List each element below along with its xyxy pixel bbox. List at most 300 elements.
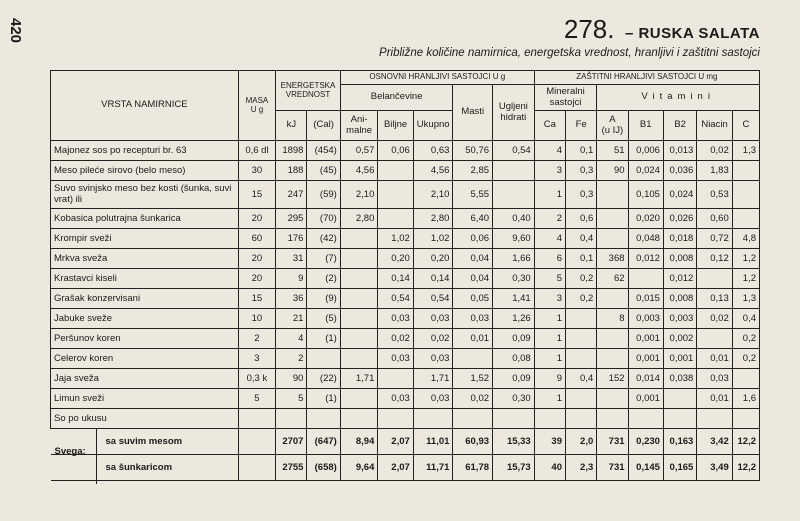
total-cell-masa — [238, 455, 276, 481]
total-cell-ukupno: 11,01 — [413, 429, 453, 455]
total-cell-cal: (647) — [307, 429, 340, 455]
table-row — [51, 229, 760, 249]
cell-vit-b2: 0,002 — [663, 329, 696, 349]
cell-ugljeni: 0,09 — [493, 369, 535, 389]
cell-vit-b1 — [628, 269, 663, 289]
cell-biljne: 0,06 — [378, 141, 413, 161]
cell-niacin — [697, 269, 732, 289]
total-cell-biljne: 2,07 — [378, 455, 413, 481]
cell-animalne — [340, 289, 378, 309]
cell-cal: (454) — [307, 141, 340, 161]
cell-vit-a — [597, 181, 628, 209]
cell-fe — [565, 389, 596, 409]
cell-kj: 1898 — [276, 141, 307, 161]
cell-masa: 20 — [238, 209, 276, 229]
cell-name: Peršunov koren — [51, 329, 239, 349]
cell-animalne: 1,71 — [340, 369, 378, 389]
cell-masti: 1,52 — [453, 369, 493, 389]
cell-vit-b2: 0,013 — [663, 141, 696, 161]
table-row — [51, 141, 760, 161]
cell-masti: 0,02 — [453, 389, 493, 409]
cell-niacin — [697, 329, 732, 349]
cell-vit-c: 4,8 — [732, 229, 759, 249]
cell-ugljeni: 0,40 — [493, 209, 535, 229]
cell-vit-c: 1,3 — [732, 289, 759, 309]
cell-ca: 9 — [534, 369, 565, 389]
cell-vit-b1: 0,003 — [628, 309, 663, 329]
cell-fe: 0,4 — [565, 229, 596, 249]
cell-ca: 3 — [534, 161, 565, 181]
cell-ukupno: 0,14 — [413, 269, 453, 289]
cell-vit-b2 — [663, 389, 696, 409]
cell-kj: 9 — [276, 269, 307, 289]
cell-cal: (2) — [307, 269, 340, 289]
cell-ca: 3 — [534, 289, 565, 309]
cell-fe — [565, 349, 596, 369]
total-cell-fe: 2,0 — [565, 429, 596, 455]
cell-animalne: 0,57 — [340, 141, 378, 161]
header-fe: Fe — [565, 111, 596, 141]
total-cell-vit-a: 731 — [597, 429, 628, 455]
total-cell-ukupno: 11,71 — [413, 455, 453, 481]
cell-ugljeni: 0,30 — [493, 389, 535, 409]
cell-masti: 0,01 — [453, 329, 493, 349]
cell-masti — [453, 409, 493, 429]
cell-vit-b2: 0,008 — [663, 289, 696, 309]
total-row — [51, 429, 760, 455]
total-cell-vit-b1: 0,145 — [628, 455, 663, 481]
table-row — [51, 309, 760, 329]
header-vitamini: Vitamini — [597, 85, 760, 111]
cell-ca — [534, 409, 565, 429]
header-animalne: Ani- malne — [340, 111, 378, 141]
cell-vit-b1 — [628, 409, 663, 429]
cell-ca: 1 — [534, 181, 565, 209]
cell-ukupno: 4,56 — [413, 161, 453, 181]
cell-vit-b2: 0,001 — [663, 349, 696, 369]
cell-ca: 1 — [534, 349, 565, 369]
cell-vit-c — [732, 161, 759, 181]
cell-cal — [307, 409, 340, 429]
cell-vit-b1: 0,001 — [628, 389, 663, 409]
total-cell-vit-b1: 0,230 — [628, 429, 663, 455]
cell-fe: 0,2 — [565, 269, 596, 289]
cell-vit-c: 0,2 — [732, 349, 759, 369]
total-cell-fe: 2,3 — [565, 455, 596, 481]
cell-name: Krompir sveži — [51, 229, 239, 249]
total-cell-masa — [238, 429, 276, 455]
total-cell-ugljeni: 15,73 — [493, 455, 535, 481]
cell-ugljeni: 1,66 — [493, 249, 535, 269]
total-cell-vit-b2: 0,165 — [663, 455, 696, 481]
cell-vit-a: 368 — [597, 249, 628, 269]
cell-niacin: 0,13 — [697, 289, 732, 309]
cell-animalne — [340, 249, 378, 269]
total-cell-name: sa suvim mesom Svega: — [51, 429, 239, 455]
cell-vit-a — [597, 389, 628, 409]
cell-masa: 15 — [238, 289, 276, 309]
cell-vit-b1: 0,048 — [628, 229, 663, 249]
cell-masa: 10 — [238, 309, 276, 329]
total-cell-vit-c: 12,2 — [732, 455, 759, 481]
cell-name: Jaja sveža — [51, 369, 239, 389]
page-number: 420 — [7, 18, 24, 44]
total-cell-animalne: 9,64 — [340, 455, 378, 481]
total-cell-niacin: 3,49 — [697, 455, 732, 481]
cell-ukupno — [413, 409, 453, 429]
cell-vit-b1: 0,020 — [628, 209, 663, 229]
cell-niacin — [697, 409, 732, 429]
cell-name: Celerov koren — [51, 349, 239, 369]
cell-name: Majonez sos po recepturi br. 63 — [51, 141, 239, 161]
table-row — [51, 181, 760, 209]
cell-kj — [276, 409, 307, 429]
table-body — [51, 141, 760, 481]
cell-vit-b2: 0,038 — [663, 369, 696, 389]
cell-masti: 2,85 — [453, 161, 493, 181]
cell-ca: 4 — [534, 141, 565, 161]
header-belancevine: Belančevine — [340, 85, 453, 111]
cell-ugljeni: 9,60 — [493, 229, 535, 249]
cell-ukupno: 0,03 — [413, 309, 453, 329]
cell-animalne — [340, 409, 378, 429]
cell-niacin: 0,60 — [697, 209, 732, 229]
cell-cal: (42) — [307, 229, 340, 249]
table-row — [51, 409, 760, 429]
cell-vit-a: 152 — [597, 369, 628, 389]
cell-ugljeni: 1,41 — [493, 289, 535, 309]
cell-vit-b1: 0,006 — [628, 141, 663, 161]
svega-divider — [96, 455, 97, 480]
total-row — [51, 455, 760, 481]
cell-masti: 0,05 — [453, 289, 493, 309]
cell-vit-b2: 0,003 — [663, 309, 696, 329]
cell-kj: 4 — [276, 329, 307, 349]
cell-vit-c — [732, 181, 759, 209]
cell-vit-c: 1,2 — [732, 249, 759, 269]
cell-biljne: 1,02 — [378, 229, 413, 249]
cell-fe: 0,6 — [565, 209, 596, 229]
header-mineralni: Mineralni sastojci — [534, 85, 597, 111]
cell-name: Mrkva sveža — [51, 249, 239, 269]
cell-ca: 1 — [534, 309, 565, 329]
header-cal: (Cal) — [307, 111, 340, 141]
cell-niacin: 0,72 — [697, 229, 732, 249]
header-ca: Ca — [534, 111, 565, 141]
header-ukupno: Ukupno — [413, 111, 453, 141]
cell-ukupno: 2,80 — [413, 209, 453, 229]
cell-kj: 21 — [276, 309, 307, 329]
cell-vit-b2: 0,008 — [663, 249, 696, 269]
total-cell-vit-a: 731 — [597, 455, 628, 481]
cell-masti: 5,55 — [453, 181, 493, 209]
cell-ugljeni: 0,30 — [493, 269, 535, 289]
cell-masa: 3 — [238, 349, 276, 369]
cell-animalne: 2,80 — [340, 209, 378, 229]
cell-masa: 60 — [238, 229, 276, 249]
header-masti: Masti — [453, 85, 493, 141]
header-a: A (u IJ) — [597, 111, 628, 141]
cell-vit-a: 8 — [597, 309, 628, 329]
table-row — [51, 249, 760, 269]
cell-niacin: 0,01 — [697, 389, 732, 409]
cell-vit-c — [732, 369, 759, 389]
cell-kj: 176 — [276, 229, 307, 249]
cell-kj: 247 — [276, 181, 307, 209]
total-cell-name: sa šunkaricom — [51, 455, 239, 481]
table-subtitle: Približne količine namirnica, energetska vrednost, hranljivi i zaštitni sastojci — [379, 47, 760, 59]
cell-masa: 0,3 k — [238, 369, 276, 389]
cell-niacin: 0,02 — [697, 309, 732, 329]
cell-masti: 6,40 — [453, 209, 493, 229]
recipe-name: – RUSKA SALATA — [624, 25, 760, 42]
cell-animalne — [340, 329, 378, 349]
cell-vit-c — [732, 209, 759, 229]
cell-cal: (9) — [307, 289, 340, 309]
cell-fe — [565, 329, 596, 349]
cell-vit-b2: 0,026 — [663, 209, 696, 229]
cell-kj: 90 — [276, 369, 307, 389]
cell-vit-c — [732, 409, 759, 429]
cell-cal: (1) — [307, 389, 340, 409]
total-cell-vit-c: 12,2 — [732, 429, 759, 455]
cell-masti: 0,06 — [453, 229, 493, 249]
cell-niacin: 0,53 — [697, 181, 732, 209]
cell-masti: 50,76 — [453, 141, 493, 161]
cell-fe: 0,3 — [565, 161, 596, 181]
cell-kj: 36 — [276, 289, 307, 309]
cell-vit-a — [597, 209, 628, 229]
cell-biljne — [378, 209, 413, 229]
total-cell-animalne: 8,94 — [340, 429, 378, 455]
header-ugljeni: Ugljeni hidrati — [493, 85, 535, 141]
cell-fe: 0,1 — [565, 249, 596, 269]
cell-vit-a — [597, 289, 628, 309]
cell-ca: 1 — [534, 329, 565, 349]
cell-biljne — [378, 161, 413, 181]
cell-ca: 5 — [534, 269, 565, 289]
cell-ukupno: 0,02 — [413, 329, 453, 349]
cell-vit-c: 1,6 — [732, 389, 759, 409]
total-cell-ca: 40 — [534, 455, 565, 481]
header-b1: B1 — [628, 111, 663, 141]
cell-cal — [307, 349, 340, 369]
cell-ugljeni — [493, 161, 535, 181]
cell-vit-b1: 0,105 — [628, 181, 663, 209]
cell-name: Suvo svinjsko meso bez kosti (šunka, suvi vrat) ili — [51, 181, 239, 209]
cell-cal: (70) — [307, 209, 340, 229]
cell-fe: 0,3 — [565, 181, 596, 209]
cell-ukupno: 2,10 — [413, 181, 453, 209]
cell-fe — [565, 409, 596, 429]
cell-name: Grašak konzervisani — [51, 289, 239, 309]
cell-biljne: 0,02 — [378, 329, 413, 349]
cell-biljne — [378, 369, 413, 389]
cell-name: Meso pileće sirovo (belo meso) — [51, 161, 239, 181]
cell-masa: 2 — [238, 329, 276, 349]
cell-masti — [453, 349, 493, 369]
page-title — [564, 14, 760, 45]
cell-vit-a — [597, 229, 628, 249]
cell-cal: (45) — [307, 161, 340, 181]
cell-vit-b2: 0,024 — [663, 181, 696, 209]
cell-masa: 5 — [238, 389, 276, 409]
cell-ukupno: 1,02 — [413, 229, 453, 249]
cell-ukupno: 0,54 — [413, 289, 453, 309]
cell-ugljeni: 0,08 — [493, 349, 535, 369]
cell-vit-a — [597, 329, 628, 349]
cell-name: Limun sveži — [51, 389, 239, 409]
cell-masti: 0,04 — [453, 269, 493, 289]
cell-fe — [565, 309, 596, 329]
cell-ca: 6 — [534, 249, 565, 269]
cell-vit-b2: 0,018 — [663, 229, 696, 249]
cell-masa — [238, 409, 276, 429]
header-biljne: Biljne — [378, 111, 413, 141]
cell-biljne: 0,03 — [378, 349, 413, 369]
cell-animalne — [340, 389, 378, 409]
cell-vit-b2: 0,012 — [663, 269, 696, 289]
cell-kj: 295 — [276, 209, 307, 229]
cell-ukupno: 0,20 — [413, 249, 453, 269]
header-b2: B2 — [663, 111, 696, 141]
header-kj: kJ — [276, 111, 307, 141]
cell-niacin: 0,12 — [697, 249, 732, 269]
cell-kj: 2 — [276, 349, 307, 369]
cell-animalne — [340, 229, 378, 249]
total-cell-masti: 60,93 — [453, 429, 493, 455]
cell-cal: (59) — [307, 181, 340, 209]
cell-fe: 0,2 — [565, 289, 596, 309]
cell-biljne: 0,14 — [378, 269, 413, 289]
cell-animalne — [340, 309, 378, 329]
cell-ugljeni: 1,26 — [493, 309, 535, 329]
nutrition-table — [50, 70, 760, 481]
table-row — [51, 289, 760, 309]
header-osnovni: OSNOVNI HRANLJIVI SASTOJCI U g — [340, 71, 534, 85]
cell-vit-a: 90 — [597, 161, 628, 181]
header-c: C — [732, 111, 759, 141]
cell-cal: (1) — [307, 329, 340, 349]
cell-ca: 4 — [534, 229, 565, 249]
cell-kj: 188 — [276, 161, 307, 181]
cell-masa: 0,6 dl — [238, 141, 276, 161]
total-cell-ca: 39 — [534, 429, 565, 455]
cell-masti: 0,04 — [453, 249, 493, 269]
cell-vit-b1: 0,012 — [628, 249, 663, 269]
cell-biljne: 0,03 — [378, 389, 413, 409]
cell-vit-b1: 0,024 — [628, 161, 663, 181]
cell-vit-b2 — [663, 409, 696, 429]
cell-vit-b1: 0,001 — [628, 329, 663, 349]
header-zastitni: ZAŠTITNI HRANLJIVI SASTOJCI U mg — [534, 71, 759, 85]
cell-name: Krastavci kiseli — [51, 269, 239, 289]
cell-cal: (22) — [307, 369, 340, 389]
total-cell-vit-b2: 0,163 — [663, 429, 696, 455]
cell-niacin: 0,01 — [697, 349, 732, 369]
cell-masa: 20 — [238, 269, 276, 289]
cell-vit-c: 1,2 — [732, 269, 759, 289]
header-masa: MASA U g — [238, 71, 276, 141]
cell-biljne — [378, 181, 413, 209]
cell-vit-a — [597, 349, 628, 369]
cell-name: Jabuke sveže — [51, 309, 239, 329]
cell-vit-b1: 0,015 — [628, 289, 663, 309]
cell-vit-b1: 0,001 — [628, 349, 663, 369]
total-cell-niacin: 3,42 — [697, 429, 732, 455]
cell-animalne — [340, 269, 378, 289]
table-row — [51, 269, 760, 289]
cell-name: So po ukusu — [51, 409, 239, 429]
table-row — [51, 209, 760, 229]
table-row — [51, 161, 760, 181]
cell-niacin: 0,03 — [697, 369, 732, 389]
cell-animalne: 4,56 — [340, 161, 378, 181]
cell-animalne: 2,10 — [340, 181, 378, 209]
cell-masa: 30 — [238, 161, 276, 181]
cell-biljne: 0,20 — [378, 249, 413, 269]
table-row — [51, 389, 760, 409]
cell-vit-c: 0,4 — [732, 309, 759, 329]
cell-fe: 0,4 — [565, 369, 596, 389]
cell-ugljeni — [493, 409, 535, 429]
cell-vit-a — [597, 409, 628, 429]
cell-vit-c: 1,3 — [732, 141, 759, 161]
cell-kj: 5 — [276, 389, 307, 409]
cell-ugljeni — [493, 181, 535, 209]
total-cell-kj: 2755 — [276, 455, 307, 481]
cell-masti: 0,03 — [453, 309, 493, 329]
header-niacin: Niacin — [697, 111, 732, 141]
cell-ukupno: 0,63 — [413, 141, 453, 161]
header-energ: ENERGETSKA VREDNOST — [276, 71, 341, 111]
cell-vit-b2: 0,036 — [663, 161, 696, 181]
cell-niacin: 1,83 — [697, 161, 732, 181]
cell-ukupno: 0,03 — [413, 349, 453, 369]
recipe-number: 278. — [563, 14, 615, 44]
cell-ca: 1 — [534, 389, 565, 409]
cell-ugljeni: 0,09 — [493, 329, 535, 349]
cell-vit-a: 51 — [597, 141, 628, 161]
cell-masa: 20 — [238, 249, 276, 269]
cell-vit-c: 0,2 — [732, 329, 759, 349]
cell-niacin: 0,02 — [697, 141, 732, 161]
total-cell-masti: 61,78 — [453, 455, 493, 481]
cell-masa: 15 — [238, 181, 276, 209]
table-row — [51, 369, 760, 389]
cell-cal: (5) — [307, 309, 340, 329]
cell-ukupno: 1,71 — [413, 369, 453, 389]
cell-vit-b1: 0,014 — [628, 369, 663, 389]
cell-fe: 0,1 — [565, 141, 596, 161]
total-cell-ugljeni: 15,33 — [493, 429, 535, 455]
table-row — [51, 349, 760, 369]
svega-label-text: Svega: — [54, 446, 86, 457]
cell-ukupno: 0,03 — [413, 389, 453, 409]
cell-ugljeni: 0,54 — [493, 141, 535, 161]
cell-name: Kobasica polutrajna šunkarica — [51, 209, 239, 229]
total-cell-cal: (658) — [307, 455, 340, 481]
cell-cal: (7) — [307, 249, 340, 269]
cell-animalne — [340, 349, 378, 369]
table-row — [51, 329, 760, 349]
cell-biljne: 0,03 — [378, 309, 413, 329]
cell-vit-a: 62 — [597, 269, 628, 289]
total-cell-biljne: 2,07 — [378, 429, 413, 455]
total-cell-kj: 2707 — [276, 429, 307, 455]
header-vrsta: VRSTA NAMIRNICE — [51, 71, 239, 141]
cell-biljne — [378, 409, 413, 429]
